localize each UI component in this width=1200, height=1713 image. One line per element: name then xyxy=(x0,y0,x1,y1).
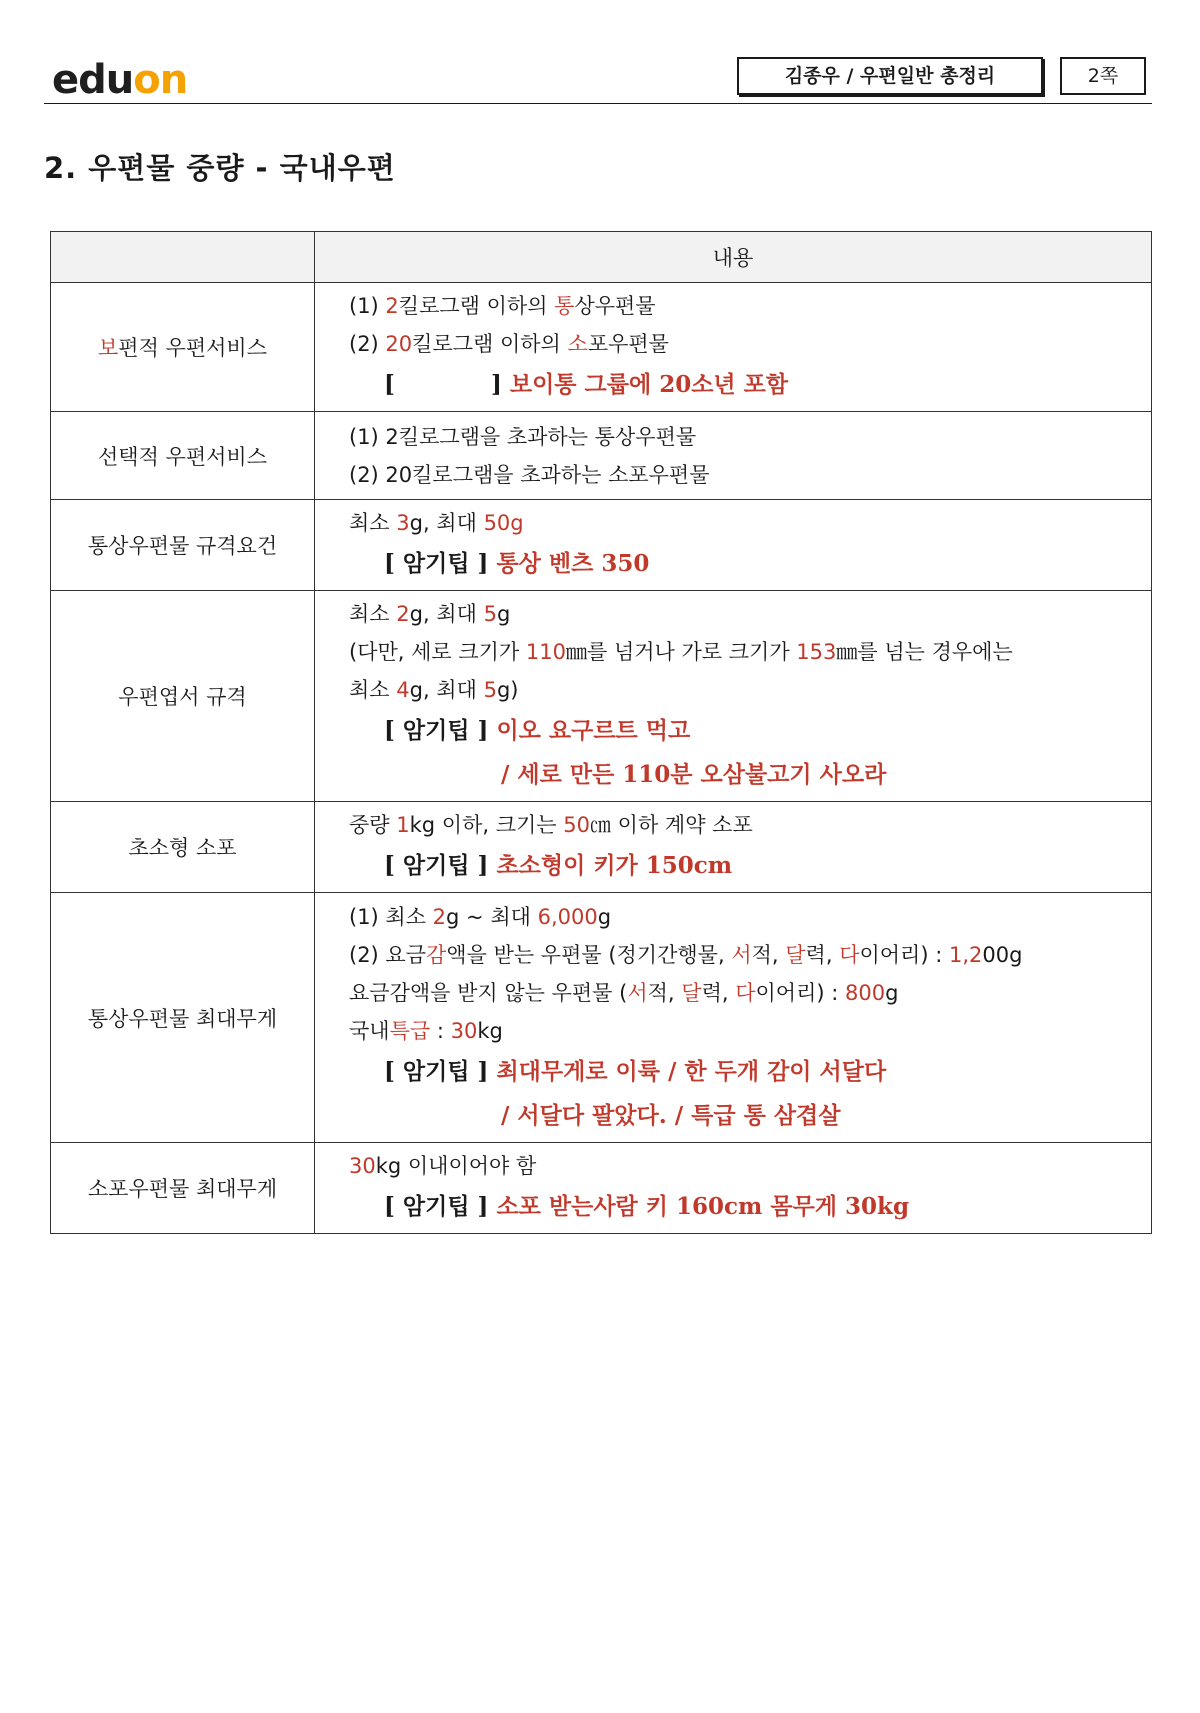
row-content xyxy=(315,802,1152,893)
memory-tip-continued: / 서달다 팔았다. / 특급 통 삼겹살 xyxy=(501,1101,841,1129)
row-content xyxy=(315,591,1152,802)
row-content xyxy=(315,412,1152,500)
memory-tip: [ 암기팁 ] 통상 벤츠 350 xyxy=(384,550,650,577)
section-heading: 2. 우편물 중량 - 국내우편 xyxy=(44,151,396,185)
content-line: (1) 최소 2g ~ 최대 6,000g xyxy=(349,904,612,929)
header-empty-cell xyxy=(51,232,315,283)
table-row xyxy=(51,591,1152,802)
row-label: 우편엽서 규격 xyxy=(51,591,315,802)
page-number-box: 2쪽 xyxy=(1060,57,1146,95)
content-line: (다만, 세로 크기가 110㎜를 넘거나 가로 크기가 153㎜를 넘는 경우에는 xyxy=(349,640,1013,664)
row-content xyxy=(315,1143,1152,1234)
row-content xyxy=(315,500,1152,591)
content-line: 최소 2g, 최대 5g xyxy=(349,602,511,626)
content-line: 중량 1kg 이하, 크기는 50㎝ 이하 계약 소포 xyxy=(349,813,753,837)
table-row xyxy=(51,283,1152,412)
row-label: 통상우편물 규격요건 xyxy=(51,500,315,591)
header-content-cell: 내용 xyxy=(315,232,1152,283)
row-label: 초소형 소포 xyxy=(51,802,315,893)
content-line: 국내특급 : 30kg xyxy=(349,1018,503,1043)
eduon-logo: eduon xyxy=(52,57,188,103)
row-label: 보편적 우편서비스 xyxy=(51,283,315,412)
memory-tip: [ 암기팁 ] 이오 요구르트 먹고 xyxy=(384,717,691,744)
table-row xyxy=(51,893,1152,1143)
memory-tip: [ 암기팁 ] 초소형이 키가 150cm xyxy=(384,852,733,879)
postal-weight-table xyxy=(50,231,1152,1234)
content-line: 최소 3g, 최대 50g xyxy=(349,511,524,535)
row-content xyxy=(315,893,1152,1143)
content-line: (2) 요금감액을 받는 우편물 (정기간행물, 서적, 달력, 다이어리) : 1,200g xyxy=(349,942,1023,967)
content-line: 요금감액을 받지 않는 우편물 (서적, 달력, 다이어리) : 800g xyxy=(349,980,899,1005)
content-line: (1) 2킬로그램 이하의 통상우편물 xyxy=(349,294,656,318)
content-line: (1) 2킬로그램을 초과하는 통상우편물 xyxy=(349,424,697,449)
row-content xyxy=(315,283,1152,412)
content-line: (2) 20킬로그램을 초과하는 소포우편물 xyxy=(349,462,710,487)
memory-tip: [ 암기팁 ] 최대무게로 이륙 / 한 두개 감이 서달다 xyxy=(384,1057,887,1085)
table-row xyxy=(51,1143,1152,1234)
memory-tip-continued: / 세로 만든 110분 오삼불고기 사오라 xyxy=(501,761,887,788)
table-row xyxy=(51,802,1152,893)
memory-tip: [ 암기팁 ] 소포 받는사람 키 160cm 몸무게 30kg xyxy=(384,1193,910,1220)
document-title-box: 김종우 / 우편일반 총정리 xyxy=(737,57,1043,95)
header-divider xyxy=(44,103,1152,104)
table-header-row xyxy=(51,232,1152,283)
row-label: 통상우편물 최대무게 xyxy=(51,893,315,1143)
row-label: 소포우편물 최대무게 xyxy=(51,1143,315,1234)
memory-tip: [ ] 보이통 그룹에 20소년 포함 xyxy=(384,371,789,398)
content-line: (2) 20킬로그램 이하의 소포우편물 xyxy=(349,332,669,356)
content-line: 최소 4g, 최대 5g) xyxy=(349,678,519,702)
row-label: 선택적 우편서비스 xyxy=(51,412,315,500)
table-row xyxy=(51,412,1152,500)
content-line: 30kg 이내이어야 함 xyxy=(349,1154,537,1178)
table-row xyxy=(51,500,1152,591)
